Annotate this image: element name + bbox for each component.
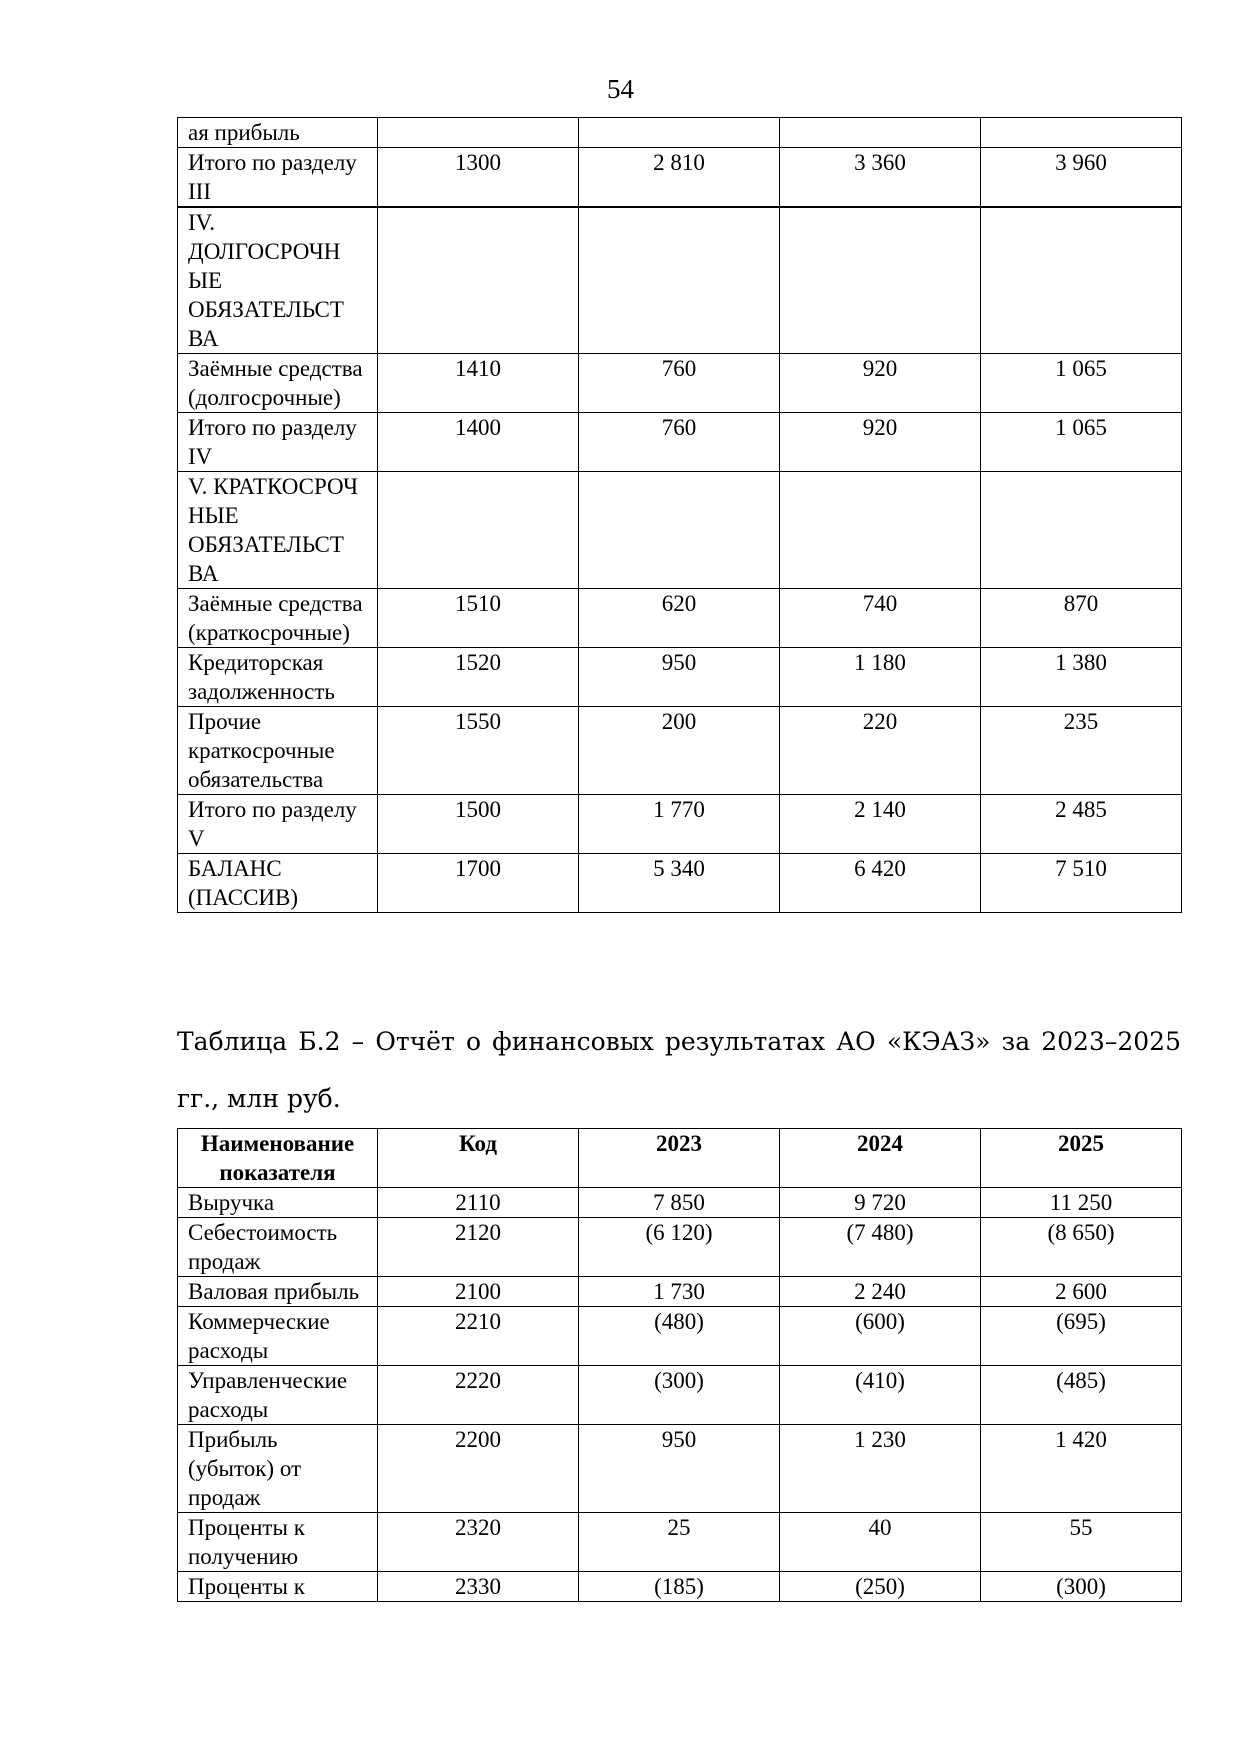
row-code: 2220 [378, 1366, 579, 1425]
financial-results-table [177, 1128, 1182, 1602]
table-row [178, 795, 1182, 854]
value-2024: 920 [780, 413, 981, 472]
value-2024: 40 [780, 1513, 981, 1572]
value-2025: 1 065 [981, 413, 1182, 472]
section-header-row [178, 472, 1182, 589]
value-2023: 950 [579, 1425, 780, 1513]
row-name: Итого по разделу III [178, 148, 378, 208]
table-row [178, 1218, 1182, 1277]
row-name: Себестоимость продаж [178, 1218, 378, 1277]
value-2024: 220 [780, 707, 981, 795]
value-2023: 950 [579, 648, 780, 707]
table-row [178, 707, 1182, 795]
table-row [178, 1307, 1182, 1366]
value-2025: 2 600 [981, 1277, 1182, 1307]
row-name: Проценты к получению [178, 1513, 378, 1572]
table-row [178, 1425, 1182, 1513]
row-name: Итого по разделу IV [178, 413, 378, 472]
row-name: Выручка [178, 1188, 378, 1218]
row-code: 2110 [378, 1188, 579, 1218]
row-name: Кредиторская задолженность [178, 648, 378, 707]
value-2024: (250) [780, 1572, 981, 1602]
value-2024: 2 240 [780, 1277, 981, 1307]
table-row [178, 1277, 1182, 1307]
row-code: 2200 [378, 1425, 579, 1513]
row-code: 2210 [378, 1307, 579, 1366]
row-code: 1520 [378, 648, 579, 707]
value-2023: 7 850 [579, 1188, 780, 1218]
value-2025: 870 [981, 589, 1182, 648]
column-header-2024: 2024 [780, 1129, 981, 1188]
row-code: 1700 [378, 854, 579, 913]
row-name: Валовая прибыль [178, 1277, 378, 1307]
value-2025: (485) [981, 1366, 1182, 1425]
value-2025: 11 250 [981, 1188, 1182, 1218]
balance-sheet-table [177, 117, 1182, 913]
row-code: 1500 [378, 795, 579, 854]
row-name: Проценты к [178, 1572, 378, 1602]
row-name: Итого по разделу V [178, 795, 378, 854]
table-row [178, 1572, 1182, 1602]
value-2025 [981, 118, 1182, 148]
row-code [378, 472, 579, 589]
value-2025: (300) [981, 1572, 1182, 1602]
section-title: V. КРАТКОСРОЧ НЫЕ ОБЯЗАТЕЛЬСТ ВА [178, 472, 378, 589]
value-2023: 200 [579, 707, 780, 795]
value-2024: 3 360 [780, 148, 981, 208]
value-2023: 760 [579, 354, 780, 413]
value-2024 [780, 472, 981, 589]
table-row [178, 148, 1182, 208]
value-2024: (600) [780, 1307, 981, 1366]
row-code [378, 207, 579, 354]
table-row [178, 413, 1182, 472]
section-title: IV. ДОЛГОСРОЧН ЫЕ ОБЯЗАТЕЛЬСТ ВА [178, 207, 378, 354]
row-code: 1550 [378, 707, 579, 795]
value-2023: 1 730 [579, 1277, 780, 1307]
row-code: 1300 [378, 148, 579, 208]
value-2023: 2 810 [579, 148, 780, 208]
value-2023: 1 770 [579, 795, 780, 854]
row-name: ая прибыль [178, 118, 378, 148]
value-2024: 2 140 [780, 795, 981, 854]
value-2025: 7 510 [981, 854, 1182, 913]
row-code: 2330 [378, 1572, 579, 1602]
value-2025: 1 380 [981, 648, 1182, 707]
row-code: 2320 [378, 1513, 579, 1572]
value-2023: (6 120) [579, 1218, 780, 1277]
row-code: 2100 [378, 1277, 579, 1307]
value-2023 [579, 118, 780, 148]
row-code: 1410 [378, 354, 579, 413]
value-2023: 620 [579, 589, 780, 648]
row-name: Заёмные средства (долгосрочные) [178, 354, 378, 413]
row-name: Прибыль (убыток) от продаж [178, 1425, 378, 1513]
table-row [178, 1366, 1182, 1425]
table-row [178, 648, 1182, 707]
value-2025: 3 960 [981, 148, 1182, 208]
value-2025: (8 650) [981, 1218, 1182, 1277]
table-row [178, 854, 1182, 913]
row-name: БАЛАНС (ПАССИВ) [178, 854, 378, 913]
value-2025 [981, 472, 1182, 589]
value-2024 [780, 207, 981, 354]
value-2023: 5 340 [579, 854, 780, 913]
value-2024: (410) [780, 1366, 981, 1425]
table-row [178, 354, 1182, 413]
value-2025 [981, 207, 1182, 354]
section-header-row [178, 207, 1182, 354]
value-2023: (480) [579, 1307, 780, 1366]
value-2023: (300) [579, 1366, 780, 1425]
value-2025: 1 420 [981, 1425, 1182, 1513]
value-2025: 1 065 [981, 354, 1182, 413]
value-2025: 2 485 [981, 795, 1182, 854]
table-row [178, 1513, 1182, 1572]
value-2023 [579, 207, 780, 354]
value-2023: 25 [579, 1513, 780, 1572]
page-number: 54 [607, 74, 634, 104]
header-row [178, 1129, 1182, 1188]
value-2023: 760 [579, 413, 780, 472]
row-code [378, 118, 579, 148]
table-row [178, 589, 1182, 648]
table-caption: Таблица Б.2 – Отчёт о финансовых результатах АО «КЭАЗ» за 2023–2025 гг., млн руб. [177, 1027, 1181, 1113]
table-row [178, 118, 1182, 148]
row-code: 2120 [378, 1218, 579, 1277]
column-header-2023: 2023 [579, 1129, 780, 1188]
table-row [178, 1188, 1182, 1218]
value-2024: 920 [780, 354, 981, 413]
value-2025: (695) [981, 1307, 1182, 1366]
value-2024 [780, 118, 981, 148]
value-2025: 55 [981, 1513, 1182, 1572]
column-header-2025: 2025 [981, 1129, 1182, 1188]
row-code: 1400 [378, 413, 579, 472]
row-code: 1510 [378, 589, 579, 648]
column-header-name: Наименование показателя [178, 1129, 378, 1188]
row-name: Заёмные средства (краткосрочные) [178, 589, 378, 648]
value-2024: 1 230 [780, 1425, 981, 1513]
value-2023: (185) [579, 1572, 780, 1602]
value-2024: 1 180 [780, 648, 981, 707]
value-2024: (7 480) [780, 1218, 981, 1277]
column-header-code: Код [378, 1129, 579, 1188]
row-name: Коммерческие расходы [178, 1307, 378, 1366]
value-2023 [579, 472, 780, 589]
row-name: Прочие краткосрочные обязательства [178, 707, 378, 795]
row-name: Управленческие расходы [178, 1366, 378, 1425]
value-2024: 9 720 [780, 1188, 981, 1218]
value-2024: 6 420 [780, 854, 981, 913]
value-2024: 740 [780, 589, 981, 648]
value-2025: 235 [981, 707, 1182, 795]
